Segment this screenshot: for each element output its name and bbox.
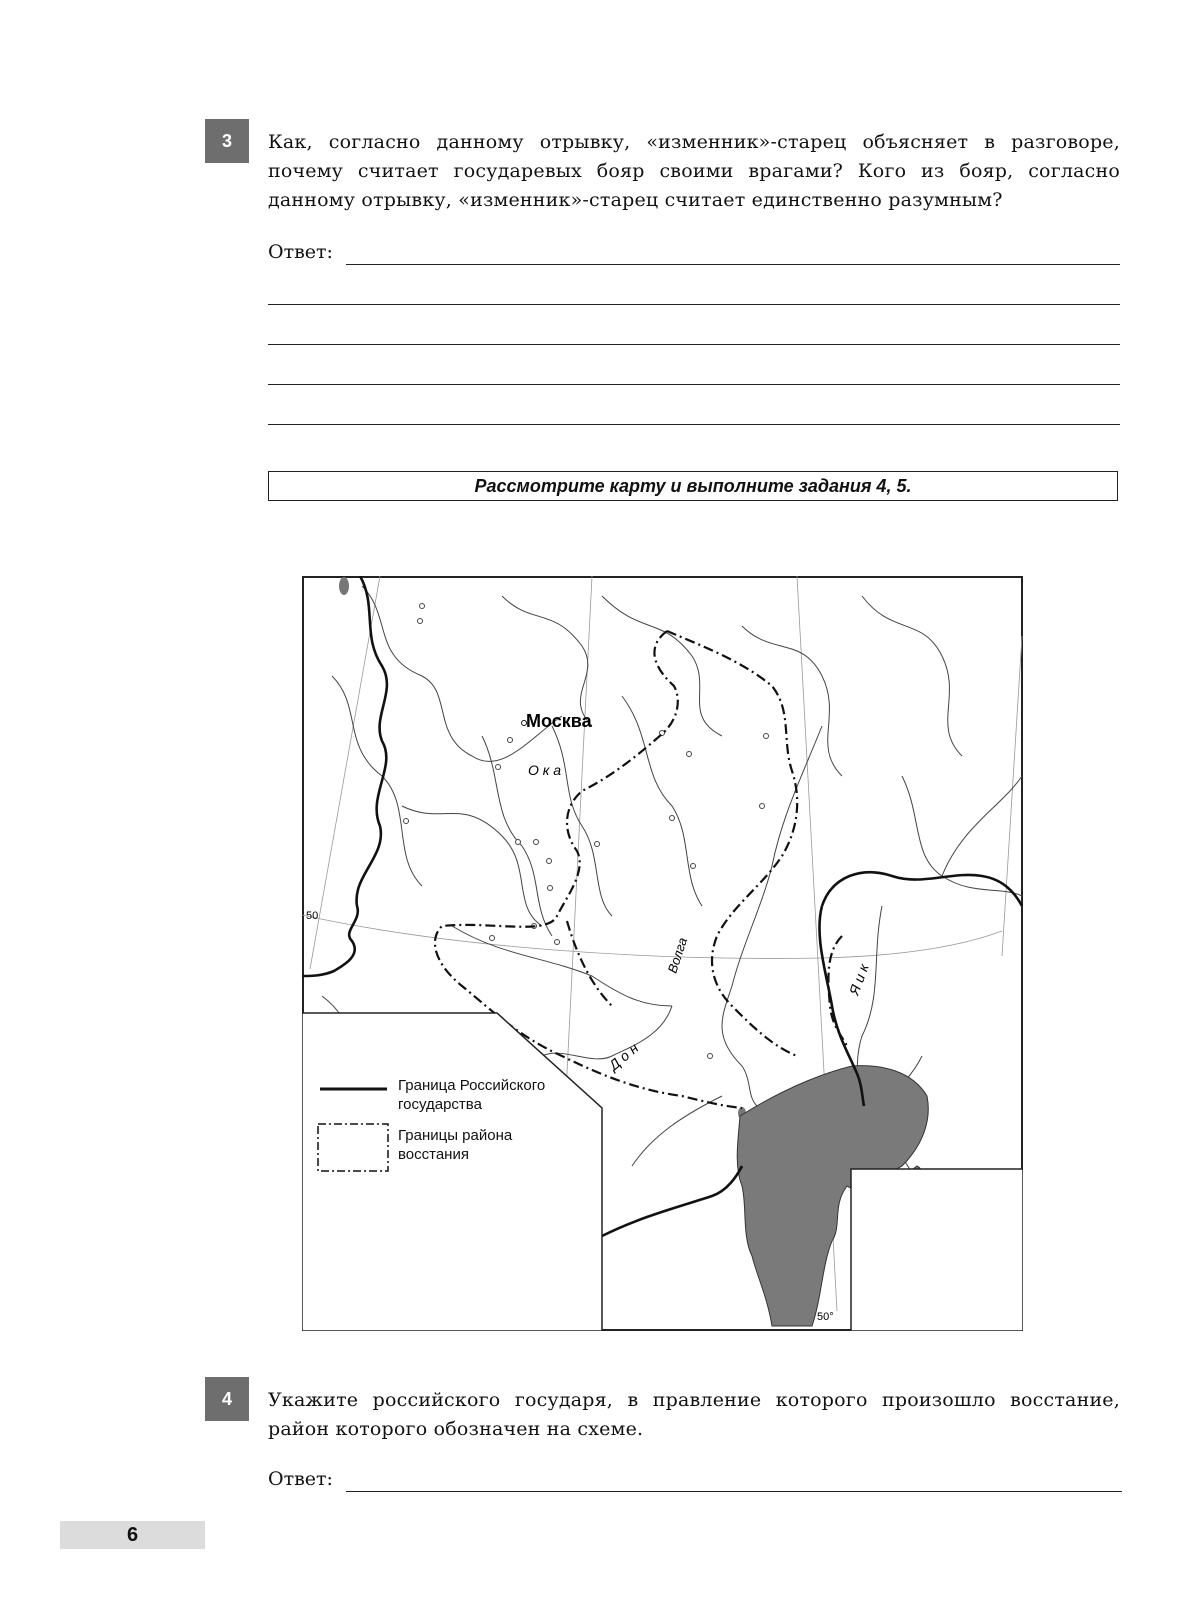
answer-3-line-2[interactable] (268, 304, 1120, 305)
legend-state-text: Граница Российского государства (398, 1077, 546, 1113)
answer-3-line-3[interactable] (268, 344, 1120, 345)
legend-uprising-text: Границы района восстания (398, 1127, 513, 1163)
page-number: 6 (60, 1521, 205, 1549)
answer-3-line-5[interactable] (268, 424, 1120, 425)
label-yaik: Я и к (845, 961, 872, 998)
answer-4-label: Ответ: (268, 1468, 333, 1490)
label-don: Д о н (605, 1039, 642, 1074)
answer-4-line[interactable] (346, 1491, 1122, 1492)
question-3-number: 3 (205, 119, 249, 163)
answer-3-line-1[interactable] (346, 264, 1120, 265)
label-moscow: Москва (526, 711, 592, 731)
question-3-text: Как, согласно данному отрывку, «изменник»-старец объясняет в разговоре, почему считает государевых бояр своими врагами? Кого из бояр, согласно данному отрывку, «изменник»-старец считает единственно разумным? (268, 131, 1120, 211)
label-oka: О к а (528, 762, 562, 778)
label-volga: Волга (664, 935, 691, 975)
map-inset-frame (851, 1169, 1023, 1331)
map-instruction: Рассмотрите карту и выполните задания 4, 5. (268, 471, 1118, 501)
label-parallel-50: 50 (306, 910, 319, 922)
question-4-number: 4 (205, 1377, 249, 1421)
question-4-text: Укажите российского государя, в правление которого произошло восстание, район которого обозначен на схеме. (268, 1389, 1120, 1440)
uprising-map (302, 576, 1023, 1331)
answer-3-line-4[interactable] (268, 384, 1120, 385)
answer-3-label: Ответ: (268, 241, 333, 263)
label-meridian-50: 50° (817, 1311, 834, 1323)
